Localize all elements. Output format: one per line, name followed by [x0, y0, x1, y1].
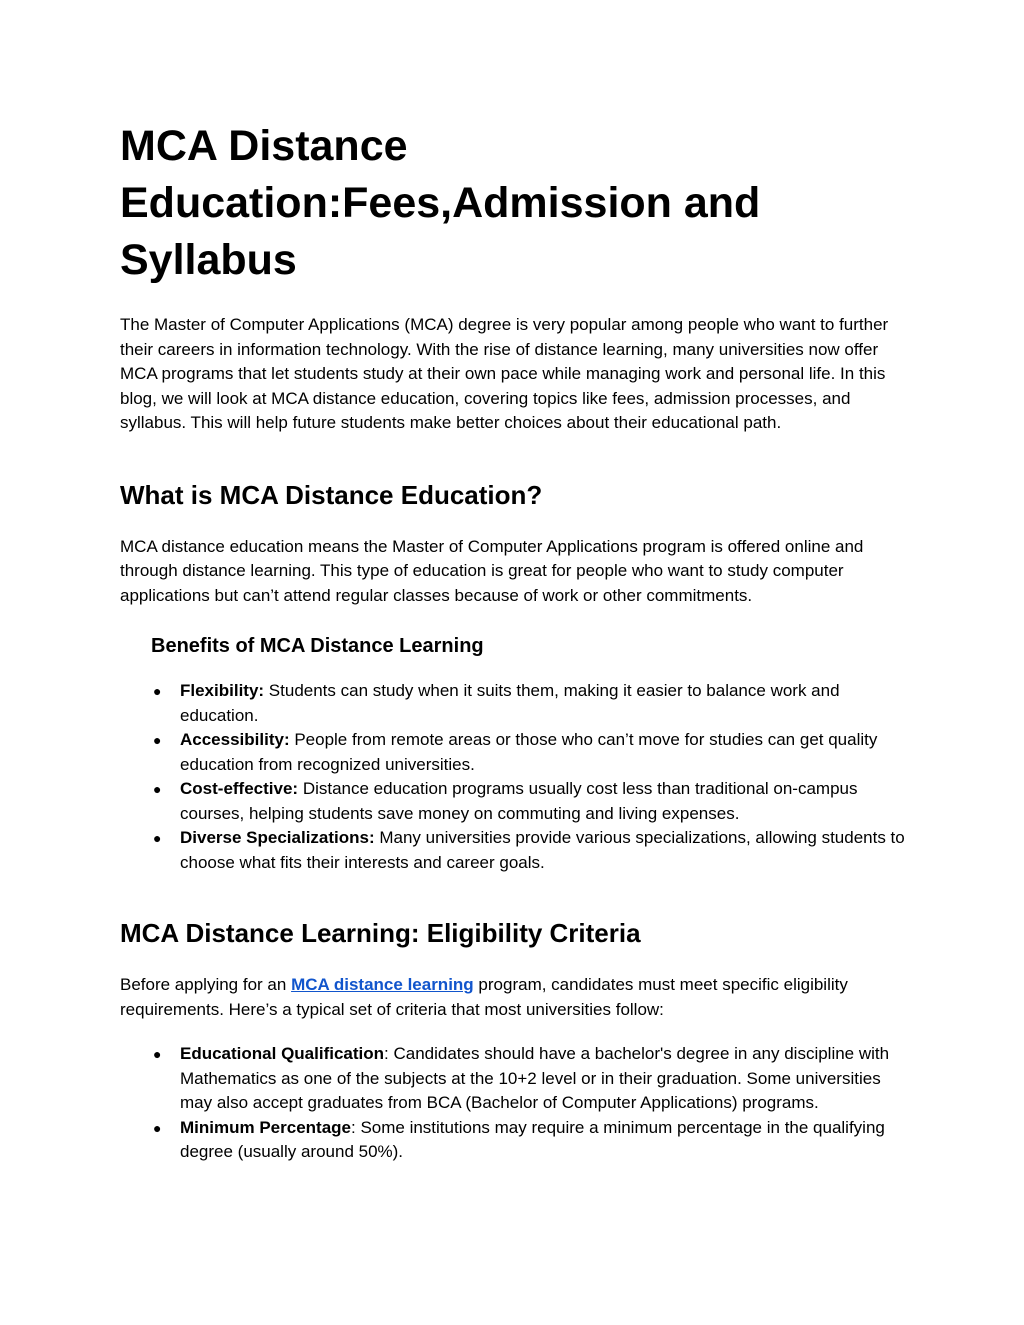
list-item [120, 1042, 910, 1116]
list-item [120, 826, 910, 875]
criterion-term: Minimum Percentage [180, 1117, 351, 1137]
bullet-icon: ● [153, 683, 162, 699]
intro-paragraph: The Master of Computer Applications (MCA) degree is very popular among people who want to further their careers in information technology. With the rise of distance learning, many universities now offer MCA programs that let students study at their own pace while managing work and personal life. In this blog, we will look at MCA distance education, covering topics like fees, admission processes, and syllabus. This will help future students make better choices about their educational path. [120, 315, 889, 432]
benefits-list [120, 679, 910, 875]
list-item [120, 679, 910, 728]
eligibility-paragraph [120, 973, 910, 1022]
criterion-text: : Candidates should have a bachelor's degree in any discipline with Mathematics as one of the subjects at the 10+2 level or in their graduation. Some universities may also accept graduates from BCA (Bachelor of Computer Applications) programs. [180, 1044, 890, 1112]
criterion-term: Educational Qualification [180, 1044, 385, 1063]
bullet-icon: ● [153, 1046, 162, 1062]
page-title: MCA Distance Education:Fees,Admission and Syllabus [120, 122, 761, 284]
section-heading-eligibility: MCA Distance Learning: Eligibility Criteria [120, 918, 641, 948]
benefit-term: Cost-effective: [180, 779, 299, 798]
bullet-icon: ● [153, 830, 162, 846]
bullet-icon: ● [153, 732, 162, 748]
section-heading-what-is: What is MCA Distance Education? [120, 479, 543, 510]
eligibility-text-before-link: Before applying for an [120, 975, 292, 994]
benefit-text: Distance education programs usually cost less than traditional on-campus courses, helping students save money on commuting and living expenses. [180, 779, 858, 823]
mca-distance-learning-link[interactable]: MCA distance learning [291, 975, 474, 994]
eligibility-criteria-list [120, 1042, 910, 1165]
benefit-text: People from remote areas or those who can’t move for studies can get quality education from recognized universities. [180, 730, 878, 774]
what-is-paragraph: MCA distance education means the Master of Computer Applications program is offered online and through distance learning. This type of education is great for people who want to study computer applications but can’t attend regular classes because of work or other commitments. [120, 536, 864, 605]
benefit-term: Accessibility: [180, 730, 290, 749]
bullet-icon: ● [153, 1119, 162, 1136]
benefit-term: Flexibility: [180, 681, 265, 700]
list-item [120, 777, 910, 826]
benefits-heading: Benefits of MCA Distance Learning [151, 635, 484, 657]
bullet-icon: ● [153, 781, 162, 797]
criterion-text: : Some institutions may require a minimum percentage in the qualifying degree (usually around 50%). [180, 1117, 885, 1161]
eligibility-text-after-link: program, candidates must meet specific eligibility requirements. Here’s a typical set of criteria that most universities follow: [120, 975, 848, 1019]
list-item [120, 1116, 910, 1165]
benefit-term: Diverse Specializations: [180, 828, 375, 847]
list-item [120, 728, 910, 777]
benefit-text: Many universities provide various specializations, allowing students to choose what fits their interests and career goals. [180, 828, 905, 872]
benefit-text: Students can study when it suits them, making it easier to balance work and education. [180, 681, 840, 725]
document-page [120, 118, 910, 1165]
